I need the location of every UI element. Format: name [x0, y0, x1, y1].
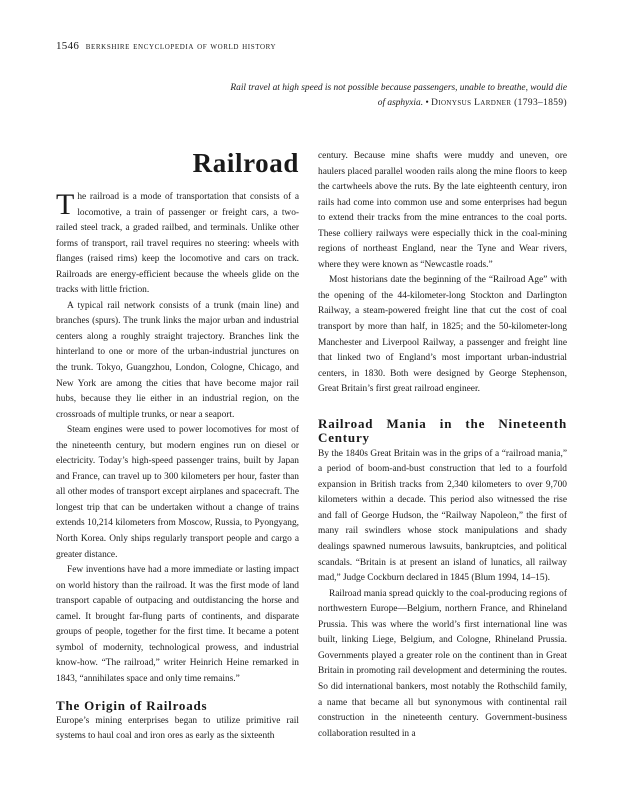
epigraph-attribution: Dionysus Lardner (1793–1859) — [431, 98, 567, 108]
paragraph: Most historians date the beginning of the “Railroad Age” with the opening of the 44-kilometer-long Stockton and Darlington Railway, a steam-powered freight line that cut the cost of coal transport by more than half, in 1825; and the 50-kilometer-long Manchester and Liverpool Railway, a passenger and freight line that linked two of England’s most important urban-industrial centers, in 1830. Both were designed by George Stephenson, Great Britain’s first great railroad engineer. — [318, 275, 567, 395]
paragraph-intro-text: he railroad is a mode of transportation that consists of a locomotive, a train of passenger or freight cars, a two-railed steel track, a graded railbed, and terminals. Unlike other forms of transport, rail travel requires no steering: wheels with flanges (raised rims) keep the locomotive and cars on track. Railroads are energy-efficient because the wheels glide on the tracks with little friction. — [56, 192, 299, 296]
paragraph: A typical rail network consists of a trunk (main line) and branches (spurs). The trunk links the major urban and industrial centers along a roughly straight trajectory. Branches link the hinterland to one or more of the urban-industrial junctures on the trunk. Tokyo, Guangzhou, London, Cologne, Chicago, and New York are among the cities that have become major rail hubs, because they lie either in an industrial region, on the crossroads of multiple trunks, or near a seaport. — [56, 300, 299, 420]
right-column — [318, 149, 567, 742]
paragraph: By the 1840s Great Britain was in the grips of a “railroad mania,” a period of boom-and-bust construction that led to a fourfold expansion in British tracks from 2,340 kilometers to over 9,700 kilometers within a decade. This period also witnessed the rise and fall of George Hudson, the “Railway Napoleon,” the first of many rail swindlers whose stock manipulations and shady dealings spawned numerous lawsuits, bankruptcies, and political scandals. “Britain is at present an island of lunatics, all railway mad,” Judge Cockburn declared in 1845 (Blum 1994, 14–15). — [318, 448, 567, 584]
epigraph-bullet: • — [425, 98, 429, 108]
running-title: berkshire encyclopedia of world history — [85, 41, 277, 52]
section-heading-origin: The Origin of Railroads — [56, 697, 208, 713]
paragraph-intro — [56, 190, 299, 299]
left-column — [56, 190, 299, 745]
epigraph — [227, 81, 567, 111]
drop-cap: T — [56, 188, 75, 221]
section-heading-mania: Railroad Mania in the Nineteenth Century — [318, 415, 567, 445]
epigraph-quote: Rail travel at high speed is not possible because passengers, unable to breathe, would die of asphyxia. — [230, 83, 567, 108]
paragraph: Europe’s mining enterprises began to utilize primitive rail systems to haul coal and iron ores as early as the sixteenth — [56, 715, 299, 742]
article-title: Railroad — [192, 148, 299, 178]
page-number: 1546 — [56, 40, 80, 52]
paragraph-continued: century. Because mine shafts were muddy and uneven, ore haulers placed parallel wooden rails along the mine floors to keep the cartwheels above the ruts. By the late eighteenth century, iron rails had come into common use and some enterprises had begun to extend their tracks from the mine entrances to the coal ports. These colliery railways were especially thick in the coal-mining regions of northeast England, near the Tyne and Wear rivers, where they were known as “Newcastle roads.” — [318, 151, 567, 270]
paragraph: Steam engines were used to power locomotives for most of the nineteenth century, but modern engines run on diesel or electricity. Today’s high-speed passenger trains, built by Japan and France, can travel up to 300 kilometers per hour, faster than all other modes of transport except airplanes and spacecraft. The longest trip that can be undertaken without a change of trains extends 10,214 kilometers from Moscow, Russia, to Pyongyang, North Korea. Only ships regularly transport people and cargo a greater distance. — [56, 425, 299, 560]
paragraph: Few inventions have had a more immediate or lasting impact on world history than the railroad. It was the first mode of land transport capable of outpacing and outdistancing the horse and camel. It brought far-flung parts of continents, and disparate groups of people, together for the first time. It became a potent symbol of modernity, technological prowess, and industrial know-how. “The railroad,” writer Heinrich Heine remarked in 1843, “annihilates space and only time remains.” — [56, 565, 299, 684]
paragraph: Railroad mania spread quickly to the coal-producing regions of northwestern Europe—Belgium, northern France, and Rhineland Prussia. This was where the world’s first international line was built, linking Liege, Belgium, and Cologne, Rhineland Prussia. Governments played a greater role on the continent than in Great Britain in promoting rail development and determining the routes. So did international bankers, most notably the Rothschild family, a name that became all but synonymous with continental rail construction in the nineteenth century. Government-business collaboration resulted in a — [318, 588, 567, 739]
running-header — [56, 40, 276, 52]
